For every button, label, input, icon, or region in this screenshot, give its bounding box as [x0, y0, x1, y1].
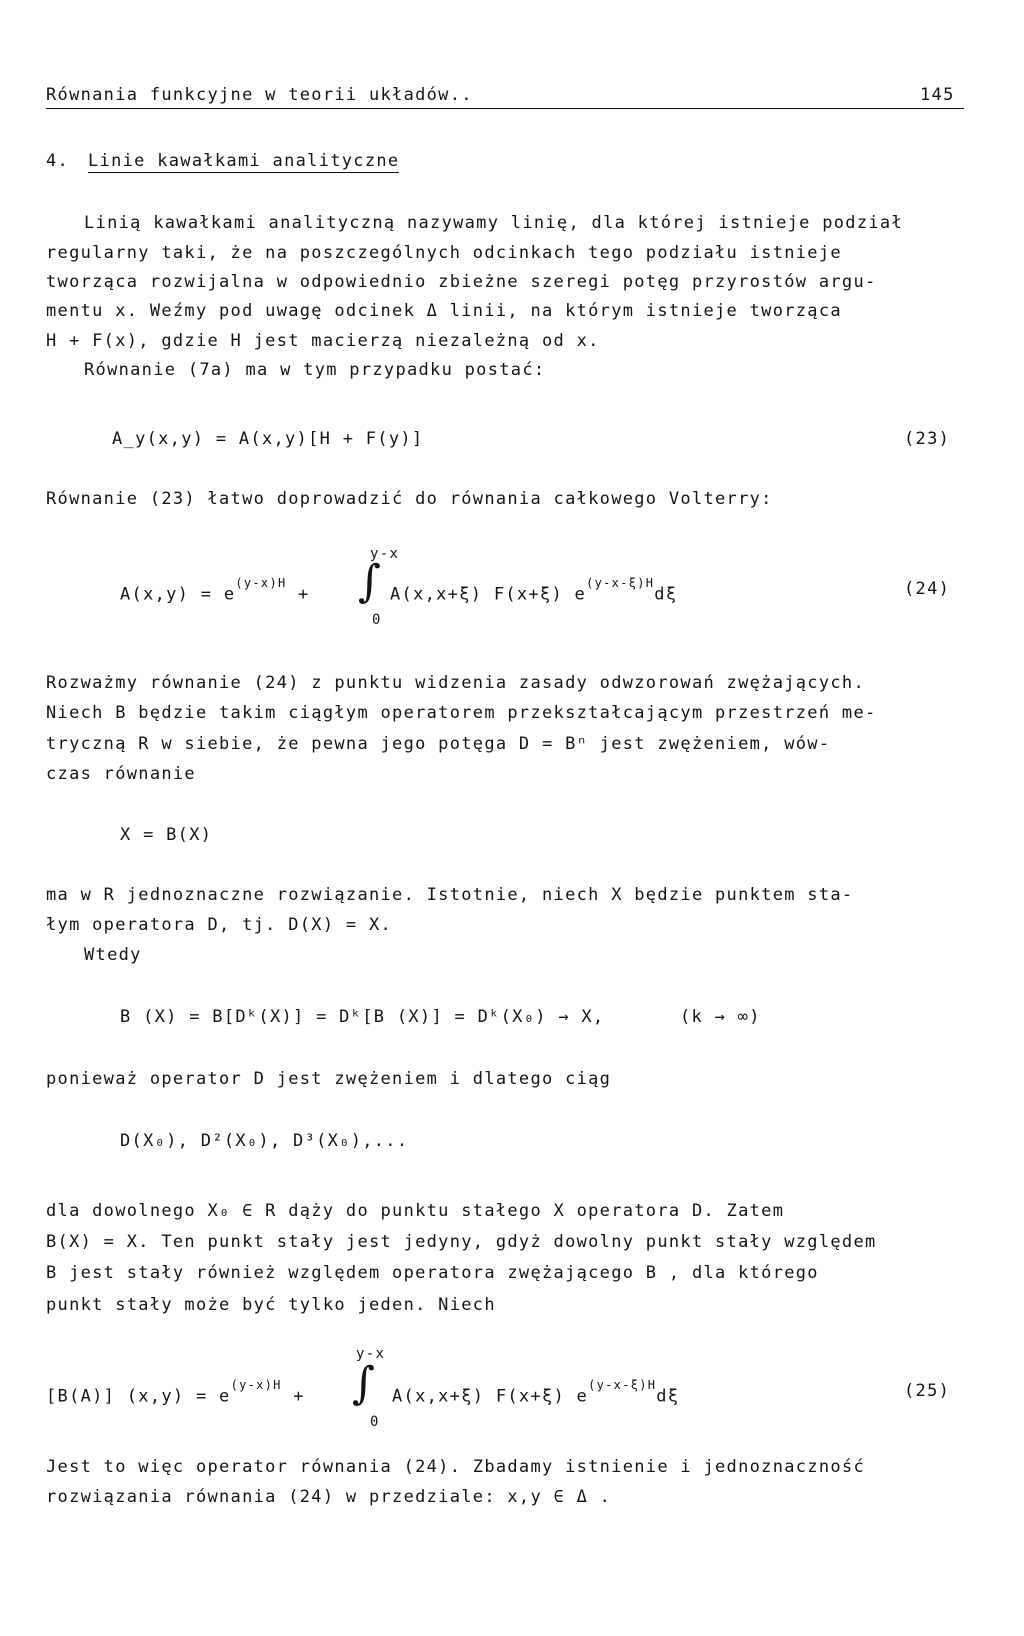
eq25-dxi: dξ	[656, 1386, 680, 1407]
eq24-exp1: (y-x)H	[235, 576, 287, 590]
equation-25	[46, 1380, 305, 1408]
eq24-lower-limit: 0	[372, 612, 382, 628]
eq24-upper-limit: y-x	[370, 546, 400, 562]
equation-fixed-point: X = B(X)	[120, 825, 213, 845]
p1-line-2: regularny taki, że na poszczególnych odcinkach tego podziału istnieje	[46, 243, 842, 263]
eq25-integrand	[392, 1380, 679, 1408]
eq24-dxi: dξ	[654, 584, 678, 605]
p4-line-3: Wtedy	[84, 945, 142, 965]
p3-line-2: Niech B będzie takim ciągłym operatorem przekształcającym przestrzeń me-	[46, 703, 877, 723]
p2-line: Równanie (23) łatwo doprowadzić do równania całkowego Volterry:	[46, 489, 773, 509]
p1-line-1: Linią kawałkami analityczną nazywamy linię, dla której istnieje podział	[84, 213, 903, 233]
section-title: Linie kawałkami analityczne	[88, 151, 400, 171]
eq25-exp2: (y-x-ξ)H	[588, 1378, 657, 1392]
eq25-exp1: (y-x)H	[230, 1378, 282, 1392]
p7-line-2: rozwiązania równania (24) w przedziale: x,y ∈ Δ .	[46, 1487, 612, 1507]
eq24-lhs: A(x,y) = e	[120, 584, 236, 605]
p4-line-1: ma w R jednoznaczne rozwiązanie. Istotnie, niech X będzie punktem sta-	[46, 885, 854, 905]
p3-line-3: tryczną R w siebie, że pewna jego potęga D = Bⁿ jest zwężeniem, wów-	[46, 734, 831, 754]
p1-line-6: Równanie (7a) ma w tym przypadku postać:	[84, 360, 546, 380]
equation-25-number: (25)	[904, 1381, 951, 1401]
p6-line-3: B jest stały również względem operatora zwężającego B , dla którego	[46, 1263, 819, 1283]
eq24-integrand-text: A(x,x+ξ) F(x+ξ) e	[390, 584, 587, 605]
equation-chain: B (X) = B[Dᵏ(X)] = Dᵏ[B (X)] = Dᵏ(X₀) → X,	[120, 1007, 605, 1027]
eq24-integrand	[390, 578, 677, 606]
eq24-plus: +	[286, 584, 310, 605]
p4-line-2: łym operatora D, tj. D(X) = X.	[46, 915, 393, 935]
p3-line-4: czas równanie	[46, 764, 196, 784]
section-number: 4.	[46, 151, 70, 171]
eq24-exp2: (y-x-ξ)H	[586, 576, 655, 590]
equation-sequence: D(X₀), D²(X₀), D³(X₀),...	[120, 1131, 409, 1151]
equation-24-number: (24)	[904, 579, 951, 599]
p3-line-1: Rozważmy równanie (24) z punktu widzenia zasady odwzorowań zwężających.	[46, 673, 865, 693]
eq24-integral-sign: ∫	[358, 556, 383, 607]
eq25-integral-sign: ∫	[352, 1358, 377, 1409]
eq25-integrand-text: A(x,x+ξ) F(x+ξ) e	[392, 1386, 589, 1407]
eq25-plus: +	[281, 1386, 305, 1407]
eq25-lhs: [B(A)] (x,y) = e	[46, 1386, 231, 1407]
p1-line-5: H + F(x), gdzie H jest macierzą niezależną od x.	[46, 331, 600, 351]
page-number: 145	[920, 85, 955, 105]
equation-23: A_y(x,y) = A(x,y)[H + F(y)]	[112, 429, 424, 449]
equation-chain-limit: (k → ∞)	[680, 1007, 761, 1027]
running-title: Równania funkcyjne w teorii układów..	[46, 85, 473, 105]
equation-24	[120, 578, 310, 606]
eq25-upper-limit: y-x	[356, 1346, 386, 1362]
p6-line-1: dla dowolnego X₀ ∈ R dąży do punktu stałego X operatora D. Zatem	[46, 1201, 785, 1221]
p5-line: ponieważ operator D jest zwężeniem i dlatego ciąg	[46, 1069, 612, 1089]
p6-line-2: B(X) = X. Ten punkt stały jest jedyny, gdyż dowolny punkt stały względem	[46, 1232, 877, 1252]
p1-line-4: mentu x. Weźmy pod uwagę odcinek Δ linii, na którym istnieje tworząca	[46, 301, 842, 321]
p1-line-3: tworząca rozwijalna w odpowiednio zbieżne szeregi potęg przyrostów argu-	[46, 272, 877, 292]
p7-line-1: Jest to więc operator równania (24). Zbadamy istnienie i jednoznaczność	[46, 1457, 865, 1477]
equation-23-number: (23)	[904, 429, 951, 449]
p6-line-4: punkt stały może być tylko jeden. Niech	[46, 1295, 496, 1315]
header-rule	[46, 108, 964, 109]
eq25-lower-limit: 0	[370, 1414, 380, 1430]
